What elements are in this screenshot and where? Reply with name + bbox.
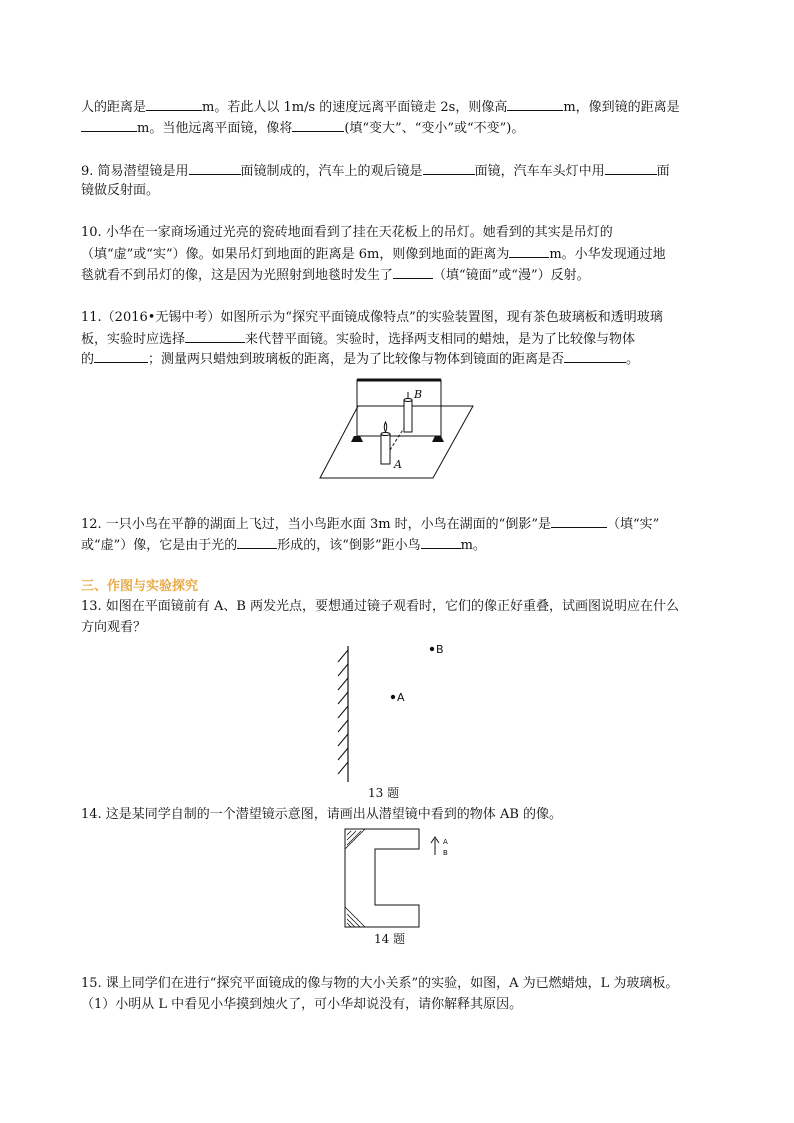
answer-blank[interactable]	[185, 330, 245, 343]
q12-text: 12. 一只小鸟在平静的湖面上飞过，当小鸟距水面 3m 时，小鸟在湖面的“倒影”是	[81, 517, 551, 532]
q10-line2	[81, 245, 666, 264]
label-b: B	[436, 643, 444, 656]
q9-text: 镜做反射面。	[81, 183, 160, 198]
q13-line2	[81, 619, 146, 637]
q12-text: 形成的，该“倒影”距小鸟	[277, 538, 421, 553]
q12-text: （填“实”	[606, 517, 660, 532]
periscope-figure	[343, 827, 455, 931]
q13-text: 13. 如图在平面镜前有 A、B 两发光点，要想通过镜子观看时，它们的像正好重叠，试画图说明应在什么	[81, 599, 680, 614]
q10-line3	[81, 266, 590, 285]
q11-text: 来代替平面镜。实验时，选择两支相同的蜡烛，是为了比较像与物体	[245, 332, 636, 347]
q10-line1	[81, 224, 613, 242]
q9-line1	[81, 162, 670, 181]
label-a: A	[394, 458, 402, 471]
answer-blank[interactable]	[237, 536, 277, 549]
figure-caption: 14 题	[374, 932, 406, 946]
q8-text: m。当他远离平面镜，像将	[137, 121, 293, 136]
q10-text: （填“虚”或“实”）像。如果吊灯到地面的距离是 6m，则像到地面的距离为	[81, 247, 510, 262]
answer-blank[interactable]	[564, 350, 626, 363]
q12-line2	[81, 536, 486, 555]
section-heading: 三、作图与实验探究	[81, 579, 199, 594]
answer-blank[interactable]	[509, 245, 549, 258]
answer-blank[interactable]	[393, 266, 433, 279]
answer-blank[interactable]	[292, 119, 344, 132]
label-a: A	[397, 691, 405, 704]
q9-text: 面镜制成的，汽车上的观后镜是	[240, 164, 423, 179]
q8-line1	[81, 98, 680, 117]
answer-blank[interactable]	[421, 536, 461, 549]
answer-blank[interactable]	[423, 162, 475, 175]
q11-text: ；测量两只蜡烛到玻璃板的距离，是为了比较像与物体到镜面的距离是否	[148, 352, 565, 367]
label-b: B	[414, 388, 423, 401]
q11-line2	[81, 330, 635, 349]
q8-text: m，像到镜的距离是	[563, 100, 680, 115]
answer-blank[interactable]	[94, 350, 148, 363]
q8-text: m。若此人以 1m/s 的速度远离平面镜走 2s，则像高	[202, 100, 508, 115]
q9-line2	[81, 182, 159, 200]
q11-line1	[81, 309, 663, 327]
q11-text: 。	[626, 352, 640, 367]
q11-text: 板，实验时应选择	[81, 332, 186, 347]
q15-line2	[81, 996, 522, 1014]
q8-text: 人的距离是	[81, 100, 147, 115]
mirror-experiment-figure	[318, 378, 474, 482]
q15-line1	[81, 975, 678, 993]
answer-blank[interactable]	[507, 98, 563, 111]
q14-text: 14. 这是某同学自制的一个潜望镜示意图，请画出从潜望镜中看到的物体 AB 的像。	[81, 807, 563, 822]
point-b	[430, 647, 434, 651]
q12-line1	[81, 515, 659, 534]
label-a: A	[443, 838, 448, 846]
plane-mirror-figure	[330, 640, 460, 786]
q11-text: 的	[81, 352, 95, 367]
q12-text: m。	[460, 538, 486, 553]
q10-text: m。小华发现通过地	[549, 247, 666, 262]
answer-blank[interactable]	[605, 162, 657, 175]
q14-line1	[81, 806, 562, 824]
q9-text: 面	[656, 164, 670, 179]
q8-line2	[81, 119, 524, 138]
q13-line1	[81, 598, 679, 616]
figure-caption: 13 题	[368, 786, 400, 800]
q8-text: (填“变大”、“变小”或“不变”)。	[344, 121, 525, 136]
answer-blank[interactable]	[146, 98, 202, 111]
q13-text: 方向观看？	[81, 620, 147, 635]
q9-text: 9. 简易潜望镜是用	[81, 164, 189, 179]
point-a	[391, 695, 395, 699]
q9-text: 面镜，汽车车头灯中用	[474, 164, 605, 179]
q15-text: 15. 课上同学们在进行“探究平面镜成的像与物的大小关系”的实验，如图，A 为已燃蜡烛，L 为玻璃板。	[81, 976, 679, 991]
q10-text: （填“镜面”或“漫”）反射。	[433, 268, 590, 283]
answer-blank[interactable]	[551, 515, 607, 528]
label-b: B	[443, 849, 448, 857]
answer-blank[interactable]	[189, 162, 241, 175]
q10-text: 毯就看不到吊灯的像，这是因为光照射到地毯时发生了	[81, 268, 394, 283]
q11-line3	[81, 350, 639, 369]
q10-text: 10. 小华在一家商场通过光亮的瓷砖地面看到了挂在天花板上的吊灯。她看到的其实是吊灯的	[81, 225, 613, 240]
q15-text: （1）小明从 L 中看见小华摸到烛火了，可小华却说没有，请你解释其原因。	[81, 997, 523, 1012]
answer-blank[interactable]	[81, 119, 137, 132]
q11-text: 11.（2016•无锡中考）如图所示为“探究平面镜成像特点”的实验装置图，现有茶色玻璃板和透明玻璃	[81, 310, 663, 325]
q12-text: 或“虚”）像，它是由于光的	[81, 538, 238, 553]
